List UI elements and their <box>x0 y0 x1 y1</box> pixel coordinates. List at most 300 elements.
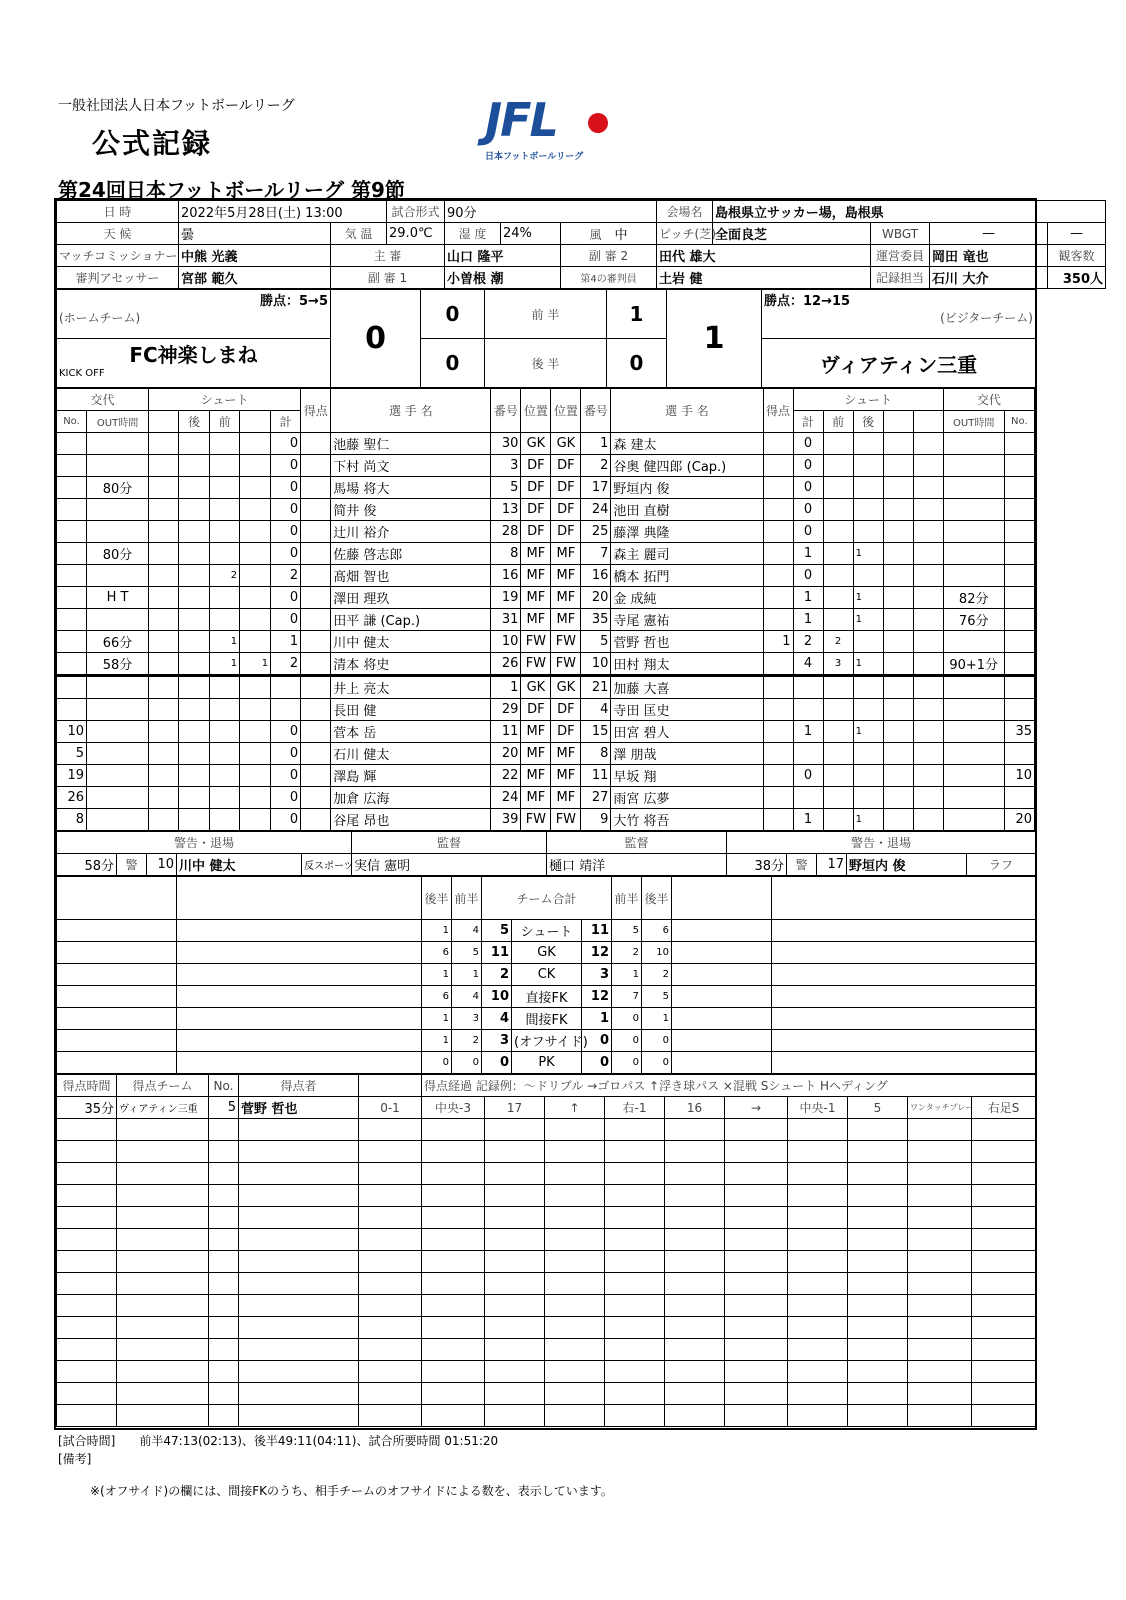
substitutes <box>57 676 1035 831</box>
home-card-player: 川中 健太 <box>177 854 302 876</box>
away-total-stat: 0 <box>582 1052 612 1074</box>
discipline-table <box>56 831 1036 876</box>
home-sub-no: 19 <box>57 765 87 787</box>
blank <box>117 1273 209 1295</box>
away-late-stat: 5 <box>642 986 672 1008</box>
blank <box>913 631 943 653</box>
blank <box>179 721 210 743</box>
away-card-num: 17 <box>817 854 847 876</box>
home-player-number: 30 <box>491 433 521 455</box>
home-player-name: 谷尾 昂也 <box>331 809 491 831</box>
blank <box>725 1295 788 1317</box>
format-label: 試合形式 <box>387 201 445 223</box>
ar2-value: 田代 雄大 <box>657 245 871 267</box>
home-player-name: 下村 尚文 <box>331 455 491 477</box>
blank <box>913 477 943 499</box>
home-player-number: 20 <box>491 743 521 765</box>
weather-label: 天 候 <box>57 223 179 245</box>
blank <box>359 1119 422 1141</box>
home-late-stat: 1 <box>422 1030 452 1052</box>
home-player-name: 長田 健 <box>331 699 491 721</box>
starter-row <box>57 543 1035 565</box>
blank <box>848 1383 908 1405</box>
away-shots-late <box>853 676 883 699</box>
home-total-stat: 3 <box>482 1030 512 1052</box>
away-total-stat: 12 <box>582 986 612 1008</box>
away-total-stat: 1 <box>582 1008 612 1030</box>
starter-row <box>57 653 1035 676</box>
blank <box>149 543 179 565</box>
blank <box>908 1141 972 1163</box>
goal-process-7: 中央-1 <box>788 1097 848 1119</box>
blank <box>179 787 210 809</box>
blank <box>149 455 179 477</box>
kickoff-label: KICK OFF <box>59 368 105 379</box>
blank <box>179 433 210 455</box>
home-shots-total: 0 <box>271 787 301 809</box>
away-late-stat: 1 <box>642 1008 672 1030</box>
stat-row <box>57 1052 1036 1074</box>
away-shots-total: 0 <box>793 499 823 521</box>
home-total-stat: 10 <box>482 986 512 1008</box>
away-total-stat: 0 <box>582 1030 612 1052</box>
away-sub-no <box>1004 787 1034 809</box>
home-player-position: GK <box>521 433 551 455</box>
goal-time: 35分 <box>57 1097 117 1119</box>
blank <box>239 1361 359 1383</box>
away-early-stat: 1 <box>612 964 642 986</box>
blank <box>209 1141 239 1163</box>
home-player-header: 選 手 名 <box>331 389 491 433</box>
home-goals <box>301 521 331 543</box>
away-out-time <box>943 787 1004 809</box>
home-sub-no <box>57 676 87 699</box>
starter-row <box>57 565 1035 587</box>
away-player-position: FW <box>551 631 581 653</box>
players-table <box>56 388 1035 831</box>
home-out-time <box>87 699 149 721</box>
blank <box>359 1339 422 1361</box>
home-goals <box>301 743 331 765</box>
stat-label: 間接FK <box>512 1008 582 1030</box>
away-coach: 樋口 靖洋 <box>547 854 727 876</box>
away-goals <box>763 787 793 809</box>
blank <box>788 1339 848 1361</box>
home-player-name: 池藤 聖仁 <box>331 433 491 455</box>
blank <box>913 609 943 631</box>
away-player-name: 加藤 大喜 <box>611 676 763 699</box>
blank <box>848 1141 908 1163</box>
away-goals <box>763 433 793 455</box>
blank <box>665 1185 725 1207</box>
away-shots-early <box>823 787 853 809</box>
home-shots-total: 0 <box>271 477 301 499</box>
away-shots-late <box>853 477 883 499</box>
blank <box>359 1141 422 1163</box>
blank <box>665 1273 725 1295</box>
blank <box>485 1317 545 1339</box>
home-player-name: 川中 健太 <box>331 631 491 653</box>
blank <box>908 1163 972 1185</box>
wbgt-value-2: — <box>1048 223 1106 245</box>
offside-note: ※(オフサイド)の欄には、間接FKのうち、相手チームのオフサイドによる数を、表示しています。 <box>90 1484 613 1498</box>
home-player-position: DF <box>521 499 551 521</box>
home-goals <box>301 609 331 631</box>
away-shots-total: 1 <box>793 721 823 743</box>
away-out-time <box>943 676 1004 699</box>
away-player-number: 16 <box>581 565 611 587</box>
blank <box>485 1229 545 1251</box>
away-shots-total: 0 <box>793 477 823 499</box>
blank <box>605 1295 665 1317</box>
home-shots-late <box>210 587 240 609</box>
team-stats-table <box>56 876 1036 1074</box>
away-goals <box>763 521 793 543</box>
stats-away-late-header: 後半 <box>642 877 672 920</box>
blank <box>117 1295 209 1317</box>
home-player-name: 加倉 広海 <box>331 787 491 809</box>
away-sub-no: 35 <box>1004 721 1034 743</box>
home-early-stat: 3 <box>452 1008 482 1030</box>
blank <box>485 1295 545 1317</box>
blank <box>848 1361 908 1383</box>
stat-row <box>57 1030 1036 1052</box>
blank <box>772 964 1036 986</box>
away-player-number: 35 <box>581 609 611 631</box>
goal-empty-row <box>57 1229 1036 1251</box>
away-card-time: 38分 <box>727 854 787 876</box>
away-shots-total: 4 <box>793 653 823 676</box>
home-goals <box>301 653 331 676</box>
away-player-name: 橋本 拓門 <box>611 565 763 587</box>
home-card-time: 58分 <box>57 854 117 876</box>
blank <box>485 1207 545 1229</box>
away-shots-early <box>823 721 853 743</box>
blank <box>605 1141 665 1163</box>
home-player-number: 24 <box>491 787 521 809</box>
home-out-time <box>87 743 149 765</box>
humidity-label: 湿 度 <box>445 223 501 245</box>
home-shots-late <box>210 499 240 521</box>
blank <box>665 1339 725 1361</box>
recorder-value: 石川 大介 <box>930 267 1048 289</box>
match-time: [試合時間] 前半47:13(02:13)、後半49:11(04:11)、試合所要時間 01:51:20 <box>58 1434 499 1448</box>
away-shots-total: 0 <box>793 521 823 543</box>
goal-empty-row <box>57 1207 1036 1229</box>
away-goals <box>763 699 793 721</box>
home-shots-early <box>240 721 271 743</box>
blank <box>179 743 210 765</box>
blank <box>179 765 210 787</box>
blank <box>605 1185 665 1207</box>
home-late-stat: 1 <box>422 920 452 942</box>
blank <box>972 1405 1036 1427</box>
blank <box>179 543 210 565</box>
blank <box>177 1008 422 1030</box>
away-shots-early <box>823 699 853 721</box>
blank <box>883 521 913 543</box>
home-player-number: 29 <box>491 699 521 721</box>
blank <box>972 1339 1036 1361</box>
blank <box>665 1383 725 1405</box>
away-shots-late: 1 <box>853 543 883 565</box>
home-player-position: FW <box>521 809 551 831</box>
blank <box>239 1119 359 1141</box>
blank <box>57 1030 177 1052</box>
away-player-position: DF <box>551 699 581 721</box>
commissioner-value: 中熊 光義 <box>179 245 331 267</box>
away-no-header: No. <box>1004 411 1034 433</box>
blank <box>149 499 179 521</box>
blank <box>913 587 943 609</box>
away-player-number: 10 <box>581 653 611 676</box>
away-total-score: 1 <box>667 290 762 388</box>
blank <box>485 1383 545 1405</box>
spectators-value: 350人 <box>1048 267 1106 289</box>
blank <box>545 1405 605 1427</box>
blank <box>972 1141 1036 1163</box>
blank <box>239 1339 359 1361</box>
home-player-position: FW <box>521 631 551 653</box>
goal-empty-row <box>57 1273 1036 1295</box>
home-pos-header: 位置 <box>521 389 551 433</box>
blank <box>239 1405 359 1427</box>
blank <box>848 1405 908 1427</box>
away-player-number: 27 <box>581 787 611 809</box>
blank <box>913 721 943 743</box>
blank <box>788 1361 848 1383</box>
goal-empty-row <box>57 1405 1036 1427</box>
away-player-name: 澤 朋哉 <box>611 743 763 765</box>
away-out-time <box>943 699 1004 721</box>
home-player-number: 13 <box>491 499 521 521</box>
away-late-stat: 6 <box>642 920 672 942</box>
away-sub-no <box>1004 609 1034 631</box>
blank <box>772 1008 1036 1030</box>
away-shots-total: 1 <box>793 587 823 609</box>
blank <box>179 587 210 609</box>
away-player-position: MF <box>551 587 581 609</box>
blank <box>545 1207 605 1229</box>
blank <box>149 587 179 609</box>
away-goals: 1 <box>763 631 793 653</box>
goal-time-header: 得点時間 <box>57 1075 117 1097</box>
blank <box>908 1383 972 1405</box>
away-team-cell <box>762 290 1036 339</box>
blank <box>672 986 772 1008</box>
away-player-name: 谷奥 健四郎 (Cap.) <box>611 455 763 477</box>
blank <box>149 809 179 831</box>
blank <box>422 1251 485 1273</box>
away-shots-total: 0 <box>793 765 823 787</box>
starter-row <box>57 609 1035 631</box>
blank <box>209 1185 239 1207</box>
blank <box>972 1295 1036 1317</box>
away-shots-early <box>823 743 853 765</box>
blank <box>725 1273 788 1295</box>
home-first-half-score: 0 <box>421 290 485 339</box>
away-card-player: 野垣内 俊 <box>847 854 967 876</box>
blank <box>605 1317 665 1339</box>
away-player-number: 7 <box>581 543 611 565</box>
blank <box>725 1383 788 1405</box>
away-shots-late: 1 <box>853 721 883 743</box>
blank <box>913 809 943 831</box>
blank <box>239 1229 359 1251</box>
home-player-position: MF <box>521 587 551 609</box>
goal-process-6: → <box>725 1097 788 1119</box>
away-goals <box>763 543 793 565</box>
blank <box>239 1295 359 1317</box>
home-shots-total <box>271 699 301 721</box>
blank <box>605 1361 665 1383</box>
blank <box>545 1339 605 1361</box>
away-shots-early <box>823 565 853 587</box>
away-shots-early <box>823 543 853 565</box>
away-shots-early <box>823 499 853 521</box>
away-player-name: 金 成純 <box>611 587 763 609</box>
home-goals <box>301 543 331 565</box>
away-shots-late <box>853 565 883 587</box>
goal-empty-row <box>57 1383 1036 1405</box>
home-shots-late <box>210 809 240 831</box>
blank <box>772 986 1036 1008</box>
blank <box>913 455 943 477</box>
away-early-stat: 7 <box>612 986 642 1008</box>
blank <box>209 1207 239 1229</box>
blank <box>972 1185 1036 1207</box>
away-shots-late: 1 <box>853 587 883 609</box>
score-table <box>56 289 1036 388</box>
home-total-stat: 0 <box>482 1052 512 1074</box>
home-player-name: 澤田 理玖 <box>331 587 491 609</box>
away-sub-no <box>1004 521 1034 543</box>
away-out-time <box>943 809 1004 831</box>
away-player-number: 25 <box>581 521 611 543</box>
blank <box>883 477 913 499</box>
home-goals <box>301 809 331 831</box>
home-player-name: 髙畑 智也 <box>331 565 491 587</box>
goal-empty-row <box>57 1163 1036 1185</box>
goal-no: 5 <box>209 1097 239 1119</box>
away-shots-late <box>853 743 883 765</box>
stats-away-early-header: 前半 <box>612 877 642 920</box>
home-out-time <box>87 787 149 809</box>
starter-row <box>57 521 1035 543</box>
home-out-time <box>87 433 149 455</box>
blank <box>848 1273 908 1295</box>
away-player-name: 早坂 翔 <box>611 765 763 787</box>
home-sub-no <box>57 609 87 631</box>
home-out-time <box>87 455 149 477</box>
home-shots-late <box>210 455 240 477</box>
blank <box>209 1273 239 1295</box>
blank <box>665 1163 725 1185</box>
home-shots-early <box>240 809 271 831</box>
blank <box>725 1361 788 1383</box>
blank <box>239 1273 359 1295</box>
home-goals <box>301 721 331 743</box>
away-player-number: 11 <box>581 765 611 787</box>
away-out-header: OUT時間 <box>943 411 1004 433</box>
home-goals <box>301 455 331 477</box>
blank <box>665 1119 725 1141</box>
home-shots-early <box>240 565 271 587</box>
away-goals <box>763 477 793 499</box>
goals-table <box>56 1074 1036 1427</box>
stat-row <box>57 964 1036 986</box>
home-shots-total: 2 <box>271 565 301 587</box>
away-card-reason: ラフ <box>967 854 1036 876</box>
home-player-name: 佐藤 啓志郎 <box>331 543 491 565</box>
home-total-score: 0 <box>331 290 421 388</box>
blank <box>972 1229 1036 1251</box>
blank <box>57 1119 117 1141</box>
home-early-header: 前 <box>210 411 240 433</box>
away-out-time <box>943 743 1004 765</box>
away-shots-total: 1 <box>793 609 823 631</box>
home-player-position: MF <box>521 609 551 631</box>
home-num-header: 番号 <box>491 389 521 433</box>
away-pos-header: 位置 <box>551 389 581 433</box>
away-second-half-score: 0 <box>607 339 667 388</box>
blank <box>117 1229 209 1251</box>
away-shots-late: 1 <box>853 809 883 831</box>
home-shots-late: 2 <box>210 565 240 587</box>
stats-home-early-header: 前半 <box>452 877 482 920</box>
home-late-stat: 1 <box>422 1008 452 1030</box>
away-goals <box>763 765 793 787</box>
blank <box>672 1030 772 1052</box>
home-player-name: 简井 俊 <box>331 499 491 521</box>
blank <box>672 920 772 942</box>
home-sub-no: 10 <box>57 721 87 743</box>
blank <box>177 942 422 964</box>
starter-row <box>57 499 1035 521</box>
blank <box>117 1185 209 1207</box>
blank <box>209 1317 239 1339</box>
blank <box>908 1317 972 1339</box>
starter-row <box>57 631 1035 653</box>
blank <box>772 942 1036 964</box>
blank <box>605 1229 665 1251</box>
away-early-header: 前 <box>823 411 853 433</box>
goal-empty-row <box>57 1141 1036 1163</box>
blank <box>605 1163 665 1185</box>
away-out-time: 90+1分 <box>943 653 1004 676</box>
blank <box>883 743 913 765</box>
blank <box>179 653 210 676</box>
goal-scorer-header: 得点者 <box>239 1075 359 1097</box>
away-shots-total <box>793 699 823 721</box>
away-shots-total: 1 <box>793 543 823 565</box>
blank <box>239 1383 359 1405</box>
blank <box>545 1163 605 1185</box>
away-discipline-header: 警告・退場 <box>727 832 1036 854</box>
home-shots-early <box>240 521 271 543</box>
home-player-number: 5 <box>491 477 521 499</box>
away-player-number: 1 <box>581 433 611 455</box>
home-goals <box>301 787 331 809</box>
blank <box>485 1273 545 1295</box>
home-team-name-cell <box>57 339 331 388</box>
away-player-number: 17 <box>581 477 611 499</box>
home-player-number: 16 <box>491 565 521 587</box>
blank <box>177 920 422 942</box>
home-shots-total: 0 <box>271 543 301 565</box>
blank <box>913 565 943 587</box>
date-value: 2022年5月28日(土) 13:00 <box>179 201 387 223</box>
